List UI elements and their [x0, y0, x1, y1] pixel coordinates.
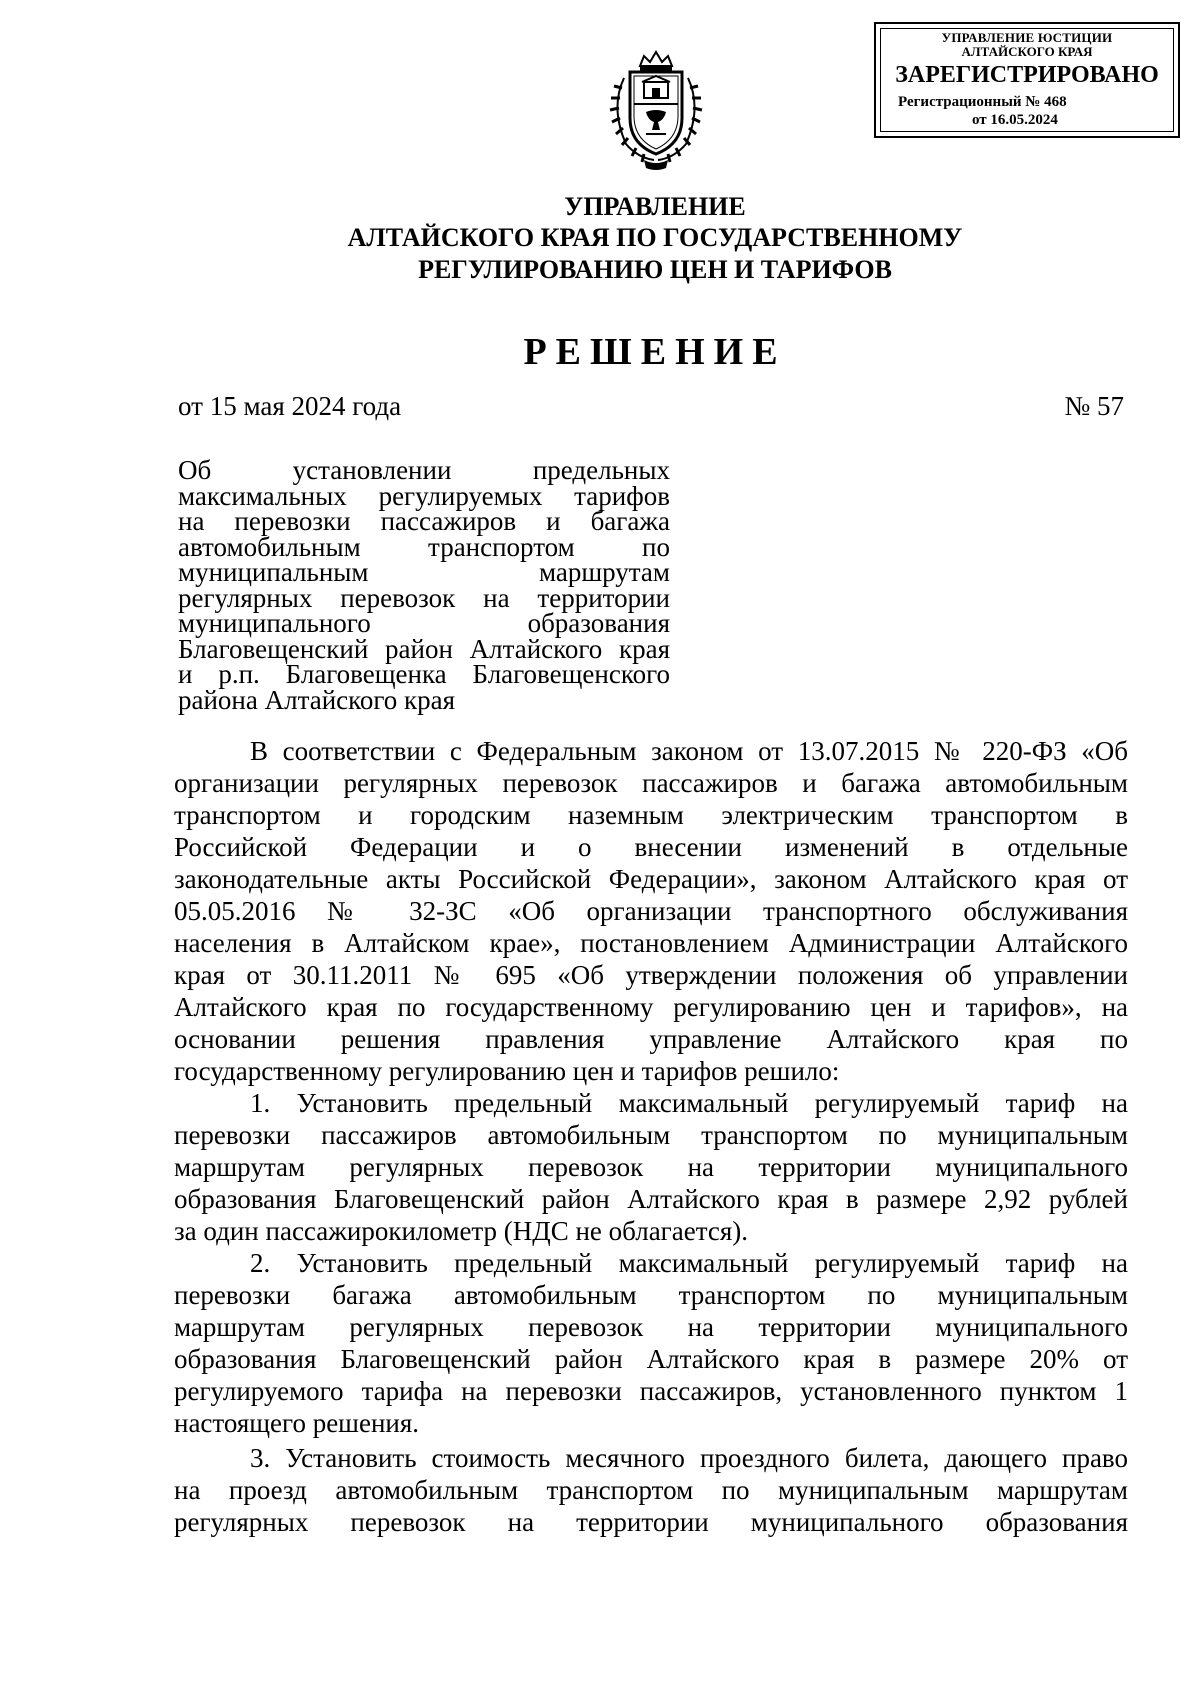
- body-line: образования Благовещенский район Алтайского края в размере 20% от: [174, 1344, 1128, 1374]
- body-line: основании решения правления управление Алтайского края по: [174, 1024, 1128, 1054]
- altai-coat-of-arms-emblem: [596, 48, 716, 174]
- subject-line: на перевозки пассажиров и багажа: [178, 506, 670, 536]
- subject-line: регулярных перевозок на территории: [178, 582, 670, 613]
- body-line: перевозки пассажиров автомобильным транспортом по муниципальным: [174, 1120, 1128, 1150]
- body-line: В соответствии с Федеральным законом от 13.07.2015 № 220-ФЗ «Об: [250, 736, 1128, 766]
- document-type-title: РЕШЕНИЕ: [523, 331, 787, 373]
- subject-line: автомобильным транспортом по: [178, 531, 670, 562]
- body-line: 1. Установить предельный максимальный регулируемый тариф на: [250, 1088, 1128, 1118]
- body-line: края от 30.11.2011 № 695 «Об утверждении положения об управлении: [174, 960, 1128, 990]
- document-subject: [178, 455, 670, 715]
- body-line: 2. Установить предельный максимальный регулируемый тариф на: [250, 1248, 1128, 1278]
- body-line: регулярных перевозок на территории муниципального образования: [174, 1507, 1128, 1537]
- subject-line: и р.п. Благовещенка Благовещенского: [178, 659, 670, 689]
- body-line: государственному регулированию цен и тарифов решило:: [174, 1056, 840, 1086]
- body-line: населения в Алтайском крае», постановлением Администрации Алтайского: [174, 928, 1128, 958]
- stamp-agency-line1: УПРАВЛЕНИЕ ЮСТИЦИИ: [941, 30, 1113, 45]
- stamp-agency-line2: АЛТАЙСКОГО КРАЯ: [961, 44, 1093, 59]
- org-name-line2: АЛТАЙСКОГО КРАЯ ПО ГОСУДАРСТВЕННОМУ: [347, 223, 963, 252]
- stamp-reg-number: Регистрационный № 468: [898, 94, 1067, 110]
- subject-line: Об установлении предельных: [178, 455, 670, 485]
- body-line: законодательные акты Российской Федерации», законом Алтайского края от: [174, 864, 1128, 894]
- body-line: на проезд автомобильным транспортом по муниципальным маршрутам: [174, 1475, 1128, 1505]
- subject-line: максимальных регулируемых тарифов: [178, 480, 670, 511]
- body-line: организации регулярных перевозок пассажиров и багажа автомобильным: [174, 768, 1128, 798]
- body-line: Алтайского края по государственному регулированию цен и тарифов», на: [174, 992, 1128, 1022]
- registration-stamp: [874, 22, 1180, 138]
- document-number: № 57: [1064, 391, 1124, 421]
- body-line: маршрутам регулярных перевозок на территории муниципального: [174, 1312, 1128, 1342]
- subject-line: района Алтайского края: [178, 684, 456, 715]
- body-line: Российской Федерации и о внесении изменений в отдельные: [174, 832, 1128, 862]
- subject-line: Благовещенский район Алтайского края: [178, 633, 670, 664]
- org-name-line1: УПРАВЛЕНИЕ: [564, 192, 746, 221]
- document-body: [174, 735, 1128, 1538]
- body-line: образования Благовещенский район Алтайского края в размере 2,92 рублей: [174, 1184, 1128, 1214]
- stamp-reg-date: от 16.05.2024: [972, 112, 1058, 128]
- body-line: 3. Установить стоимость месячного проездного билета, дающего право: [250, 1443, 1128, 1473]
- body-line: перевозки багажа автомобильным транспортом по муниципальным: [174, 1280, 1128, 1310]
- subject-line: муниципальным маршрутам: [178, 557, 670, 587]
- body-line: регулируемого тарифа на перевозки пассажиров, установленного пунктом 1: [174, 1376, 1128, 1406]
- subject-line: муниципального образования: [178, 608, 670, 638]
- body-line: маршрутам регулярных перевозок на территории муниципального: [174, 1152, 1128, 1182]
- body-line: 05.05.2016 № 32-ЗС «Об организации транспортного обслуживания: [174, 896, 1128, 926]
- body-line: за один пассажирокилометр (НДС не облагается).: [174, 1216, 748, 1246]
- stamp-status: ЗАРЕГИСТРИРОВАНО: [895, 62, 1159, 88]
- org-name-line3: РЕГУЛИРОВАНИЮ ЦЕН И ТАРИФОВ: [418, 255, 892, 284]
- document-date: от 15 мая 2024 года: [178, 391, 402, 421]
- body-line: настоящего решения.: [174, 1408, 420, 1438]
- body-line: транспортом и городским наземным электрическим транспортом в: [174, 800, 1128, 830]
